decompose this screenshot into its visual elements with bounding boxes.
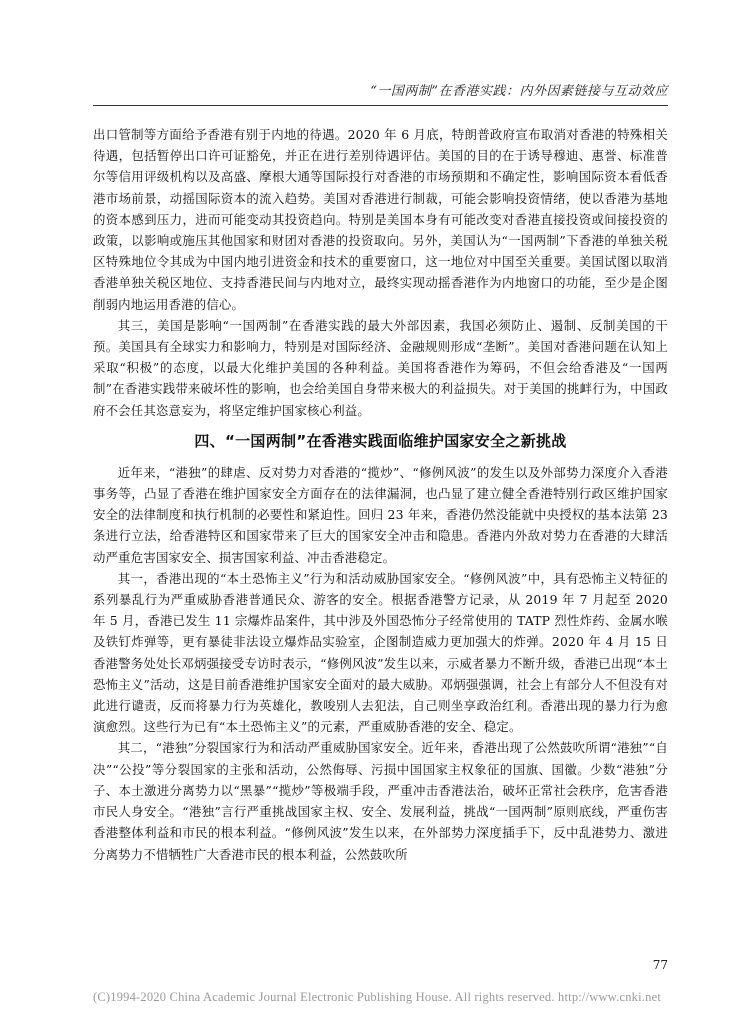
paragraph-separatism: 其二，“港独”分裂国家行为和活动严重威胁国家安全。近年来，香港出现了公然鼓吹所谓“港独”“自决”“公投”等分裂国家的主张和活动，公然侮辱、污损中国国家主权象征的国旗、国徽。少数“港独”分子、本土激进分离势力以“黑暴”“揽炒”等极端手段，严重冲击香港法治，破坏正常社会秩序，危害香港市民人身安全。“港独”言行严重挑战国家主权、安全、发展利益，挑战“一国两制”原则底线，严重伤害香港整体利益和市民的根本利益。“修例风波”发生以来，在外部势力深度插手下，反中乱港势力、激进分离势力不惜牺牲广大香港市民的根本利益，公然鼓吹所 <box>93 740 668 862</box>
header-rule <box>93 105 668 106</box>
footer-watermark: (C)1994-2020 China Academic Journal Electronic Publishing House. All rights reserved. http://www.cnki.net <box>92 990 661 1004</box>
paragraph-us-influence: 其三，美国是影响“一国两制”在香港实践的最大外部因素，我国必须防止、遏制、反制美国的干预。美国具有全球实力和影响力，特别是对国际经济、金融规则形成“垄断”。美国对香港问题在认知上采取“积极”的态度，以最大化维护美国的各种利益。美国将香港作为筹码，不但会给香港及“一国两制”在香港实践带来破坏性的影响，也会给美国自身带来极大的利益损失。对于美国的挑衅行为，中国政府不会任其恣意妄为，将坚定维护国家核心利益。 <box>93 317 668 418</box>
article-body <box>93 124 668 865</box>
running-header: “一国两制”在香港实践：内外因素链接与互动效应 <box>370 84 668 99</box>
section-heading: 四、“一国两制”在香港实践面临维护国家安全之新挑战 <box>194 431 567 450</box>
page-number: 77 <box>652 958 668 972</box>
paragraph-intro-national-security: 近年来，“港独”的肆虐、反对势力对香港的“揽炒”、“修例风波”的发生以及外部势力深度介入香港事务等，凸显了香港在维护国家安全方面存在的法律漏洞，也凸显了建立健全香港特别行政区维护国家安全的法律制度和执行机制的必要性和紧迫性。回归 23 年来，香港仍然没能就中央授权的基本法第 23 条进行立法，给香港特区和国家带来了巨大的国家安全冲击和隐患。香港内外敌对势力在香港的大肆活动严重危害国家安全、损害国家利益、冲击香港稳定。 <box>93 464 668 565</box>
paragraph-local-terrorism: 其一，香港出现的“本土恐怖主义”行为和活动威胁国家安全。“修例风波”中，具有恐怖主义特征的系列暴乱行为严重威胁香港普通民众、游客的安全。根据香港警方记录，从 2019 年 7 月起至 2020 年 5 月，香港已发生 11 宗爆炸品案件，其中涉及外国恐怖分子经常使用的 TATP 烈性炸药、金属水喉及铁钉炸弹等，更有暴徒非法设立爆炸品实验室，企图制造威力更加强大的炸弹。2020 年 4 月 15 日香港警务处处长邓炳强接受专访时表示，“修例风波”发生以来，示威者暴力不断升级，香港已出现“本土恐怖主义”活动，这是目前香港维护国家安全面对的最大威胁。邓炳强强调，社会上有部分人不但没有对此进行谴责，反而将暴力行为英雄化，教唆别人去犯法，自己则坐享政治红利。香港出现的暴力行为愈演愈烈。这些行为已有“本土恐怖主义”的元素，严重威胁香港的安全、稳定。 <box>93 570 668 735</box>
paragraph-continued: 出口管制等方面给予香港有别于内地的待遇。2020 年 6 月底，特朗普政府宣布取消对香港的特殊相关待遇，包括暂停出口许可证豁免，并正在进行差别待遇评估。美国的目的在于诱导穆迪、惠誉、标准普尔等信用评级机构以及高盛、摩根大通等国际投行对香港的市场预期和不确定性，影响国际资本看低香港市场前景，动摇国际资本的流入趋势。美国对香港进行制裁，可能会影响投资情绪，使以香港为基地的资本感到压力，进而可能变动其投资趋向。特别是美国本身有可能改变对香港直接投资或间接投资的政策，以影响或施压其他国家和财团对香港的投资取向。另外，美国认为“一国两制”下香港的单独关税区特殊地位令其成为中国内地引进资金和技术的重要窗口，这一地位对中国至关重要。美国试图以取消香港单独关税区地位、支持香港民间与内地对立，最终实现动摇香港作为内地窗口的功能，至少是企图削弱内地运用香港的信心。 <box>93 127 668 312</box>
